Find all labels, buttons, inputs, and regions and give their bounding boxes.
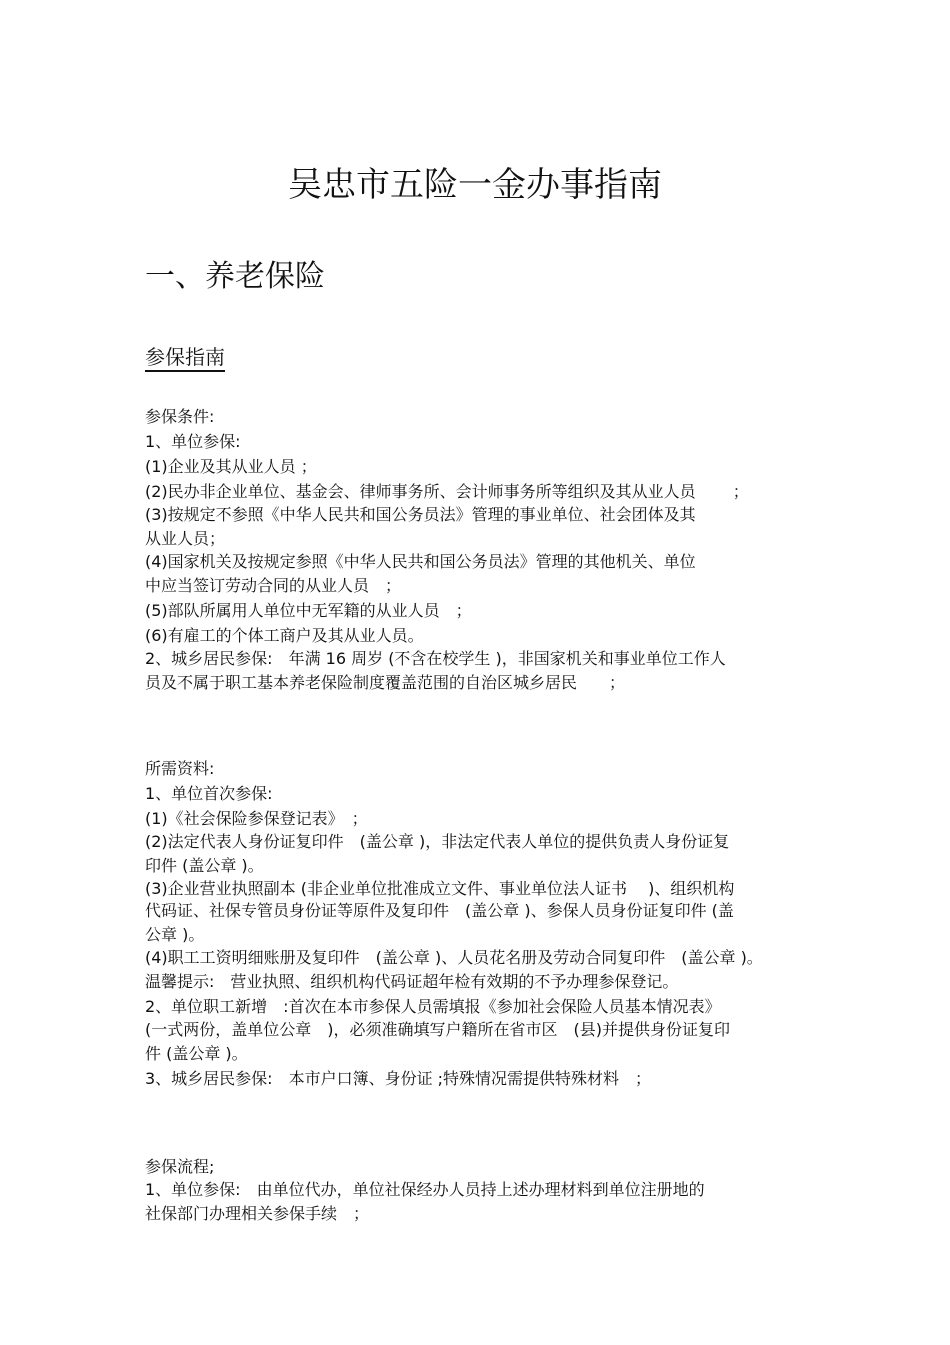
materials-heading: 所需资料:: [145, 759, 215, 778]
paragraph-line: (4)职工工资明细账册及复印件 (盖公章 )、人员花名册及劳动合同复印件 (盖公章 )。: [145, 948, 763, 967]
paragraph-line: (5)部队所属用人单位中无军籍的从业人员 ；: [145, 601, 472, 620]
paragraph-line: (1)企业及其从业人员 ；: [145, 457, 317, 476]
process-heading: 参保流程;: [145, 1157, 215, 1176]
paragraph-line: 员及不属于职工基本养老保险制度覆盖范围的自治区城乡居民 ；: [145, 673, 626, 692]
document-title: 吴忠市五险一金办事指南: [288, 165, 662, 205]
paragraph-line: 件 (盖公章 )。: [145, 1044, 248, 1063]
paragraph-line: 3、城乡居民参保: 本市户口簿、身份证 ;特殊情况需提供特殊材料 ；: [145, 1069, 652, 1088]
paragraph-line: 社保部门办理相关参保手续 ；: [145, 1204, 370, 1223]
paragraph-line: (2)民办非企业单位、基金会、律师事务所、会计师事务所等组织及其从业人员 ；: [145, 482, 749, 501]
paragraph-line: (2)法定代表人身份证复印件 (盖公章 )，非法定代表人单位的提供负责人身份证复: [145, 832, 730, 851]
paragraph-line: 温馨提示: 营业执照、组织机构代码证超年检有效期的不予办理参保登记。: [145, 972, 679, 991]
materials-section: [145, 756, 825, 1091]
conditions-section: [145, 404, 825, 695]
paragraph-line: (一式两份，盖单位公章 )，必须准确填写户籍所在省市区 (县)并提供身份证复印: [145, 1020, 730, 1039]
conditions-heading: 参保条件:: [145, 407, 215, 426]
paragraph-line: 中应当签订劳动合同的从业人员 ；: [145, 576, 402, 595]
section-heading: 一、养老保险: [145, 259, 325, 294]
paragraph-line: (3)企业营业执照副本 (非企业单位批准成立文件、事业单位法人证书 )、组织机构: [145, 879, 735, 898]
paragraph-line: 2、城乡居民参保: 年满 16 周岁 (不含在校学生 )，非国家机关和事业单位工作人: [145, 649, 726, 668]
paragraph-line: (4)国家机关及按规定参照《中华人民共和国公务员法》管理的其他机关、单位: [145, 552, 696, 571]
paragraph-line: 印件 (盖公章 )。: [145, 856, 264, 875]
process-section: [145, 1154, 825, 1226]
paragraph-line: 1、单位首次参保:: [145, 784, 273, 803]
subsection-heading: 参保指南: [145, 345, 225, 369]
paragraph-line: (1)《社会保险参保登记表》 ；: [145, 809, 368, 828]
paragraph-line: 2、单位职工新增 :首次在本市参保人员需填报《参加社会保险人员基本情况表》: [145, 997, 721, 1016]
paragraph-line: 1、单位参保:: [145, 432, 241, 451]
paragraph-line: 1、单位参保: 由单位代办，单位社保经办人员持上述办理材料到单位注册地的: [145, 1180, 705, 1199]
paragraph-line: (6)有雇工的个体工商户及其从业人员。: [145, 626, 424, 645]
paragraph-line: 公章 )。: [145, 925, 205, 944]
paragraph-line: 代码证、社保专管员身份证等原件及复印件 (盖公章 )、参保人员身份证复印件 (盖: [145, 901, 734, 920]
paragraph-line: (3)按规定不参照《中华人民共和国公务员法》管理的事业单位、社会团体及其: [145, 505, 696, 524]
paragraph-line: 从业人员；: [145, 529, 226, 548]
